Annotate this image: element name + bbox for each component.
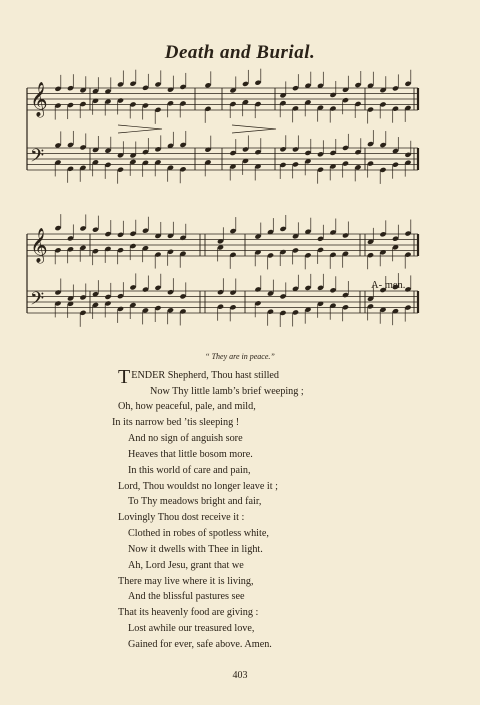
hairpin-mark: [118, 125, 162, 133]
treble-clef-icon: 𝄞: [30, 82, 48, 117]
amen-label: A- men.: [371, 280, 406, 291]
verse-line: Lovingly Thou dost receive it :: [118, 512, 245, 524]
verse-line: To Thy meadows bright and fair,: [128, 496, 262, 508]
verse-line: Now it dwells with Thee in light.: [128, 543, 263, 555]
page-number: 403: [232, 670, 248, 681]
verse-line: And no sign of anguish sore: [128, 432, 243, 444]
verse-line: Lord, Thou wouldst no longer leave it ;: [118, 480, 278, 492]
verse-line: Lost awhile our treasured love,: [128, 622, 255, 634]
bass-clef-icon: 𝄢: [30, 289, 45, 314]
verse-1: [112, 366, 304, 462]
bass-clef-icon: 𝄢: [30, 146, 45, 171]
verse-line: Gained for ever, safe above. Amen.: [128, 638, 272, 650]
verse-2: [118, 463, 278, 557]
hairpin-mark: [232, 125, 276, 133]
verse-line: Heaves that little bosom more.: [128, 448, 253, 460]
treble-clef-icon: 𝄞: [30, 228, 48, 263]
verse-line: Now Thy little lamb’s brief weeping ;: [150, 385, 304, 397]
drop-cap: T: [118, 366, 131, 388]
verse-line: And the blissful pastures see: [128, 591, 245, 603]
verse-line: ENDER Shepherd, Thou hast stilled: [131, 370, 280, 381]
epigraph: “ They are in peace.”: [205, 352, 275, 361]
verse-line: Clothed in robes of spotless white,: [128, 527, 269, 539]
music-score: [0, 0, 480, 345]
verse-line: In its narrow bed ’tis sleeping !: [112, 417, 240, 429]
verse-line: Ah, Lord Jesu, grant that we: [128, 560, 244, 571]
verse-3: [118, 558, 272, 652]
verse-line: In this world of care and pain,: [128, 465, 251, 476]
verse-line: Oh, how peaceful, pale, and mild,: [118, 401, 256, 413]
verse-line: That its heavenly food are giving :: [118, 607, 259, 619]
hymn-section-title: Death and Burial.: [164, 42, 316, 63]
verse-line: There may live where it is living,: [118, 575, 254, 587]
